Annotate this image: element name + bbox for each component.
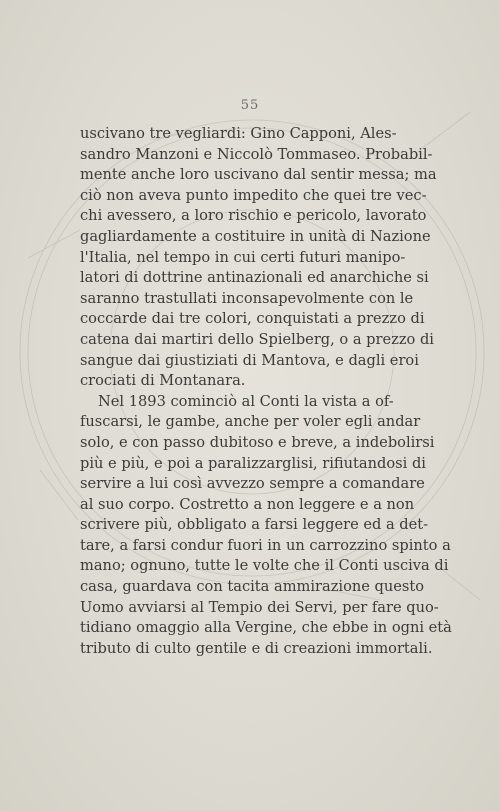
text-line: sandro Manzoni e Niccolò Tommaseo. Probabil- [80, 145, 433, 163]
text-line: uscivano tre vegliardi: Gino Capponi, Ales- [80, 125, 397, 142]
text-line: gagliardamente a costituire in unità di Nazione [80, 227, 431, 245]
page-number: 55 [240, 98, 260, 113]
text-line: catena dai martiri dello Spielberg, o a prezzo di [80, 330, 434, 348]
paragraph-end-line: crociati di Montanara. [80, 372, 246, 390]
text-line: l'Italia, nel tempo in cui certi futuri manipo- [80, 248, 406, 266]
text-line: al suo corpo. Costretto a non leggere e a non [80, 495, 415, 513]
text-line: mente anche loro uscivano dal sentir messa; ma [80, 166, 437, 184]
text-line: tare, a farsi condur fuori in un carrozzino spinto a [80, 536, 451, 554]
body-text [80, 124, 452, 659]
text-line: latori di dottrine antinazionali ed anarchiche si [80, 269, 429, 287]
text-line: tributo di culto gentile e di creazioni immortali. [80, 639, 433, 657]
text-line: chi avessero, a loro rischio e pericolo, lavorato [80, 207, 427, 225]
text-line: saranno trastullati inconsapevolmente con le [80, 289, 414, 307]
paragraph-start-line: Nel 1893 cominciò al Conti la vista a of- [98, 392, 394, 410]
text-line: fuscarsi, le gambe, anche per voler egli andar [80, 413, 421, 431]
text-line: solo, e con passo dubitoso e breve, a indebolirsi [80, 433, 435, 451]
text-line: ciò non aveva punto impedito che quei tre vec- [80, 186, 427, 204]
text-line: mano; ognuno, tutte le volte che il Conti usciva di [80, 557, 449, 575]
text-line: tidiano omaggio alla Vergine, che ebbe in ogni età [80, 619, 452, 637]
text-line: Uomo avviarsi al Tempio dei Servi, per fare quo- [80, 598, 439, 616]
text-line: servire a lui così avvezzo sempre a comandare [80, 475, 425, 493]
text-line: coccarde dai tre colori, conquistati a prezzo di [80, 310, 425, 328]
text-line: sangue dai giustiziati di Mantova, e dagli eroi [80, 351, 419, 369]
text-line: più e più, e poi a paralizzarglisi, rifiutandosi di [80, 454, 426, 472]
text-line: casa, guardava con tacita ammirazione questo [80, 578, 425, 596]
text-line: scrivere più, obbligato a farsi leggere ed a det- [80, 516, 429, 534]
